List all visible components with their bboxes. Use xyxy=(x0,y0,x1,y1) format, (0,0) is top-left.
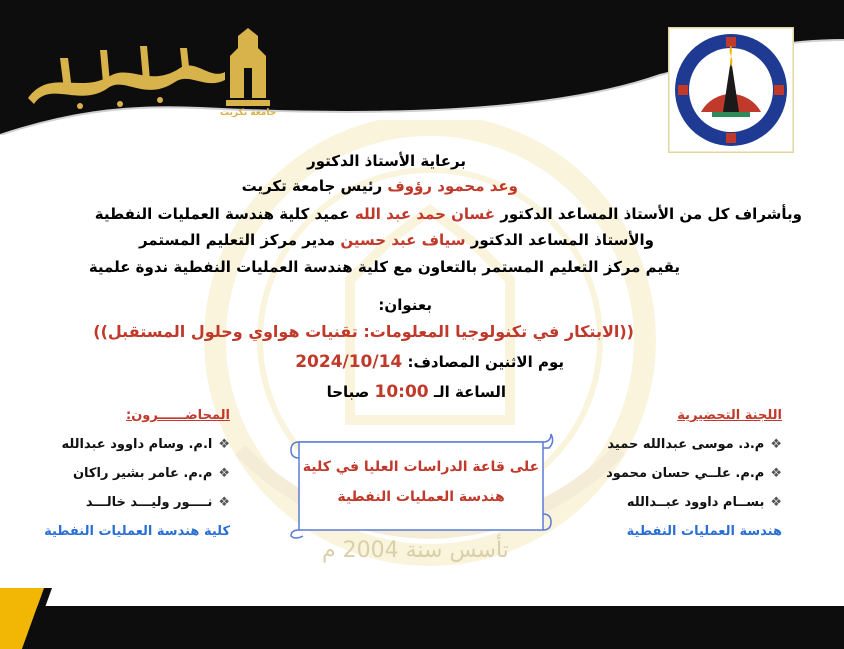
invitation-line-5: يقيم مركز التعليم المستمر بالتعاون مع كلية هندسة العمليات النفطية ندوة علمية xyxy=(88,258,680,276)
dean-title-prefix: وبأشراف كل من الأستاذ المساعد الدكتور xyxy=(495,205,802,223)
speaker-name: ا.م. وسام داوود عبدالله xyxy=(61,437,213,452)
bottom-banner xyxy=(0,588,844,649)
director-name: سياف عبد حسين xyxy=(340,231,466,249)
watermark-year-text: تأسس سنة 2004 م xyxy=(322,538,509,563)
invitation-line-4 xyxy=(139,231,654,249)
speakers-section xyxy=(30,408,230,539)
speaker-item xyxy=(30,495,230,510)
dean-title-suffix: عميد كلية هندسة العمليات النفطية xyxy=(94,205,355,223)
bullet-icon: ❖ xyxy=(218,437,230,452)
committee-member-name: م.د. موسى عبدالله حميد xyxy=(607,437,765,452)
committee-section xyxy=(582,408,782,539)
committee-item xyxy=(582,437,782,452)
speakers-heading: المحاضــــــرون: xyxy=(126,408,230,423)
venue-line-2: هندسة العمليات النفطية xyxy=(337,489,505,505)
speaker-name: م.م. عامر بشير راكان xyxy=(72,466,213,481)
venue-text xyxy=(300,452,542,512)
bullet-icon: ❖ xyxy=(218,466,230,481)
speaker-item xyxy=(30,437,230,452)
committee-footer: هندسة العمليات النفطية xyxy=(626,524,782,539)
invitation-line-6: بعنوان: xyxy=(378,296,432,314)
bullet-icon: ❖ xyxy=(770,495,782,510)
committee-item xyxy=(582,466,782,481)
bullet-icon: ❖ xyxy=(770,437,782,452)
director-title-prefix: والأستاذ المساعد الدكتور xyxy=(465,231,654,249)
committee-member-name: م.م. علــي حسان محمود xyxy=(606,466,765,481)
seminar-title: ((الابتكار في تكنولوجيا المعلومات: تقنيات هواوي وحلول المستقبل)) xyxy=(93,322,634,341)
invitation-line-1: برعاية الأستاذ الدكتور xyxy=(307,152,466,170)
director-title-suffix: مدير مركز التعليم المستمر xyxy=(138,231,341,249)
time-value: 10:00 xyxy=(374,382,429,402)
committee-heading: اللجنة التحضيرية xyxy=(677,408,782,423)
seminar-date xyxy=(295,352,564,372)
date-label: يوم الاثنين المصادف: xyxy=(402,353,564,371)
invitation-line-2 xyxy=(242,177,518,195)
invitation-line-3 xyxy=(95,205,802,223)
university-emblem-caption: جامعة تكريت xyxy=(220,108,277,118)
speaker-name: نــــور وليـــد خالـــد xyxy=(85,495,213,510)
date-value: 2024/10/14 xyxy=(295,352,403,372)
speaker-item xyxy=(30,466,230,481)
dean-name: غسان حمد عبد الله xyxy=(354,205,496,223)
committee-item xyxy=(582,495,782,510)
tikrit-university-logo xyxy=(20,28,280,118)
president-title: رئيس جامعة تكريت xyxy=(241,177,388,195)
speakers-footer: كلية هندسة العمليات النفطية xyxy=(44,524,230,539)
committee-member-name: بســام داوود عبــدالله xyxy=(626,495,765,510)
time-label: الساعة الـ xyxy=(428,383,506,401)
seminar-time xyxy=(327,382,506,402)
bullet-icon: ❖ xyxy=(770,466,782,481)
venue-line-1: على قاعة الدراسات العليا في كلية xyxy=(302,459,540,475)
bullet-icon: ❖ xyxy=(218,495,230,510)
president-name: وعد محمود رؤوف xyxy=(387,177,518,195)
time-suffix: صباحا xyxy=(326,383,375,401)
